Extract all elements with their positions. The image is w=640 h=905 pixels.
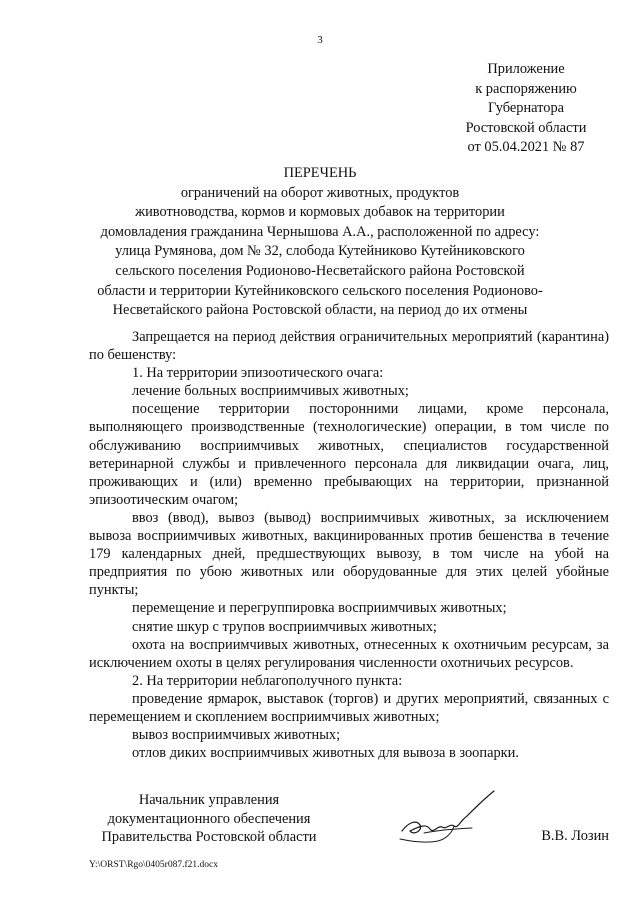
document-heading <box>60 164 580 321</box>
heading-line: домовладения гражданина Чернышова А.А., расположенной по адресу: <box>100 223 540 240</box>
signature-block <box>89 791 609 851</box>
appendix-date-line: от 05.04.2021 № 87 <box>467 139 585 156</box>
restriction-item: отлов диких восприимчивых животных для вывоза в зоопарки. <box>132 745 519 762</box>
page-number: 3 <box>317 34 323 46</box>
heading-line: улица Румянова, дом № 32, слобода Кутейниково Кутейниковского <box>115 243 525 260</box>
restriction-item: вывоз восприимчивых животных; <box>132 727 341 744</box>
document-title: ПЕРЕЧЕНЬ <box>283 165 357 181</box>
appendix-line: к распоряжению <box>475 80 577 97</box>
restriction-item: лечение больных восприимчивых животных; <box>132 383 409 400</box>
heading-line: Несветайского района Ростовской области, на период до их отмены <box>112 302 528 319</box>
section-heading-1: 1. На территории эпизоотического очага: <box>132 365 384 382</box>
handwritten-signature <box>394 787 504 849</box>
heading-line: сельского поселения Родионово-Несветайского района Ростовской <box>115 262 525 279</box>
appendix-line: Ростовской области <box>465 119 587 136</box>
heading-line: области и территории Кутейниковского сельского поселения Родионово- <box>97 282 543 299</box>
heading-line: животноводства, кормов и кормовых добавок на территории <box>135 204 505 221</box>
signatory-title-line: Правительства Ростовской области <box>101 829 317 845</box>
restriction-item: ввоз (ввод), вывоз (вывод) восприимчивых животных, за исключением вывоза восприимчивых животных, вакцинированных против бешенства в течение 179 календарных дней, предшествующих вывозу, в том числе на убой на предприятия по убою животных или оборудованные для этих целей убойные пункты; <box>89 509 609 599</box>
document-body <box>89 328 609 762</box>
signatory-title-line: Начальник управления <box>138 792 280 808</box>
signatory-name: В.В. Лозин <box>541 828 609 844</box>
appendix-line: Приложение <box>487 61 565 77</box>
file-path: Y:\ORST\Rgo\0405r087.f21.docx <box>89 860 218 870</box>
restriction-item: охота на восприимчивых животных, отнесенных к охотничьим ресурсам, за исключением охоты в целях регулирования численности охотничьих ресурсов. <box>89 636 609 671</box>
restriction-item: снятие шкур с трупов восприимчивых животных; <box>132 618 437 635</box>
section-heading-2: 2. На территории неблагополучного пункта: <box>132 672 403 689</box>
signatory-title-line: документационного обеспечения <box>107 810 311 827</box>
intro-paragraph: Запрещается на период действия ограничительных мероприятий (карантина) по бешенству: <box>89 329 609 364</box>
appendix-line: Губернатора <box>487 100 565 117</box>
restriction-item: посещение территории посторонними лицами, кроме персонала, выполняющего производственные (технологические) операции, в том числе по обслуживанию восприимчивых животных, специалистов государственной ветеринарной службы и привлеченного персонала для ликвидации очага, лиц, проживающих и (или) временно пребывающих на территории, признанной эпизоотическим очагом; <box>89 401 609 508</box>
appendix-block <box>446 60 606 158</box>
heading-line: ограничений на оборот животных, продуктов <box>180 184 460 201</box>
signatory-title <box>89 791 329 847</box>
restriction-item: проведение ярмарок, выставок (торгов) и других мероприятий, связанных с перемещением и скоплением восприимчивых животных; <box>89 690 609 725</box>
restriction-item: перемещение и перегруппировка восприимчивых животных; <box>132 600 507 617</box>
